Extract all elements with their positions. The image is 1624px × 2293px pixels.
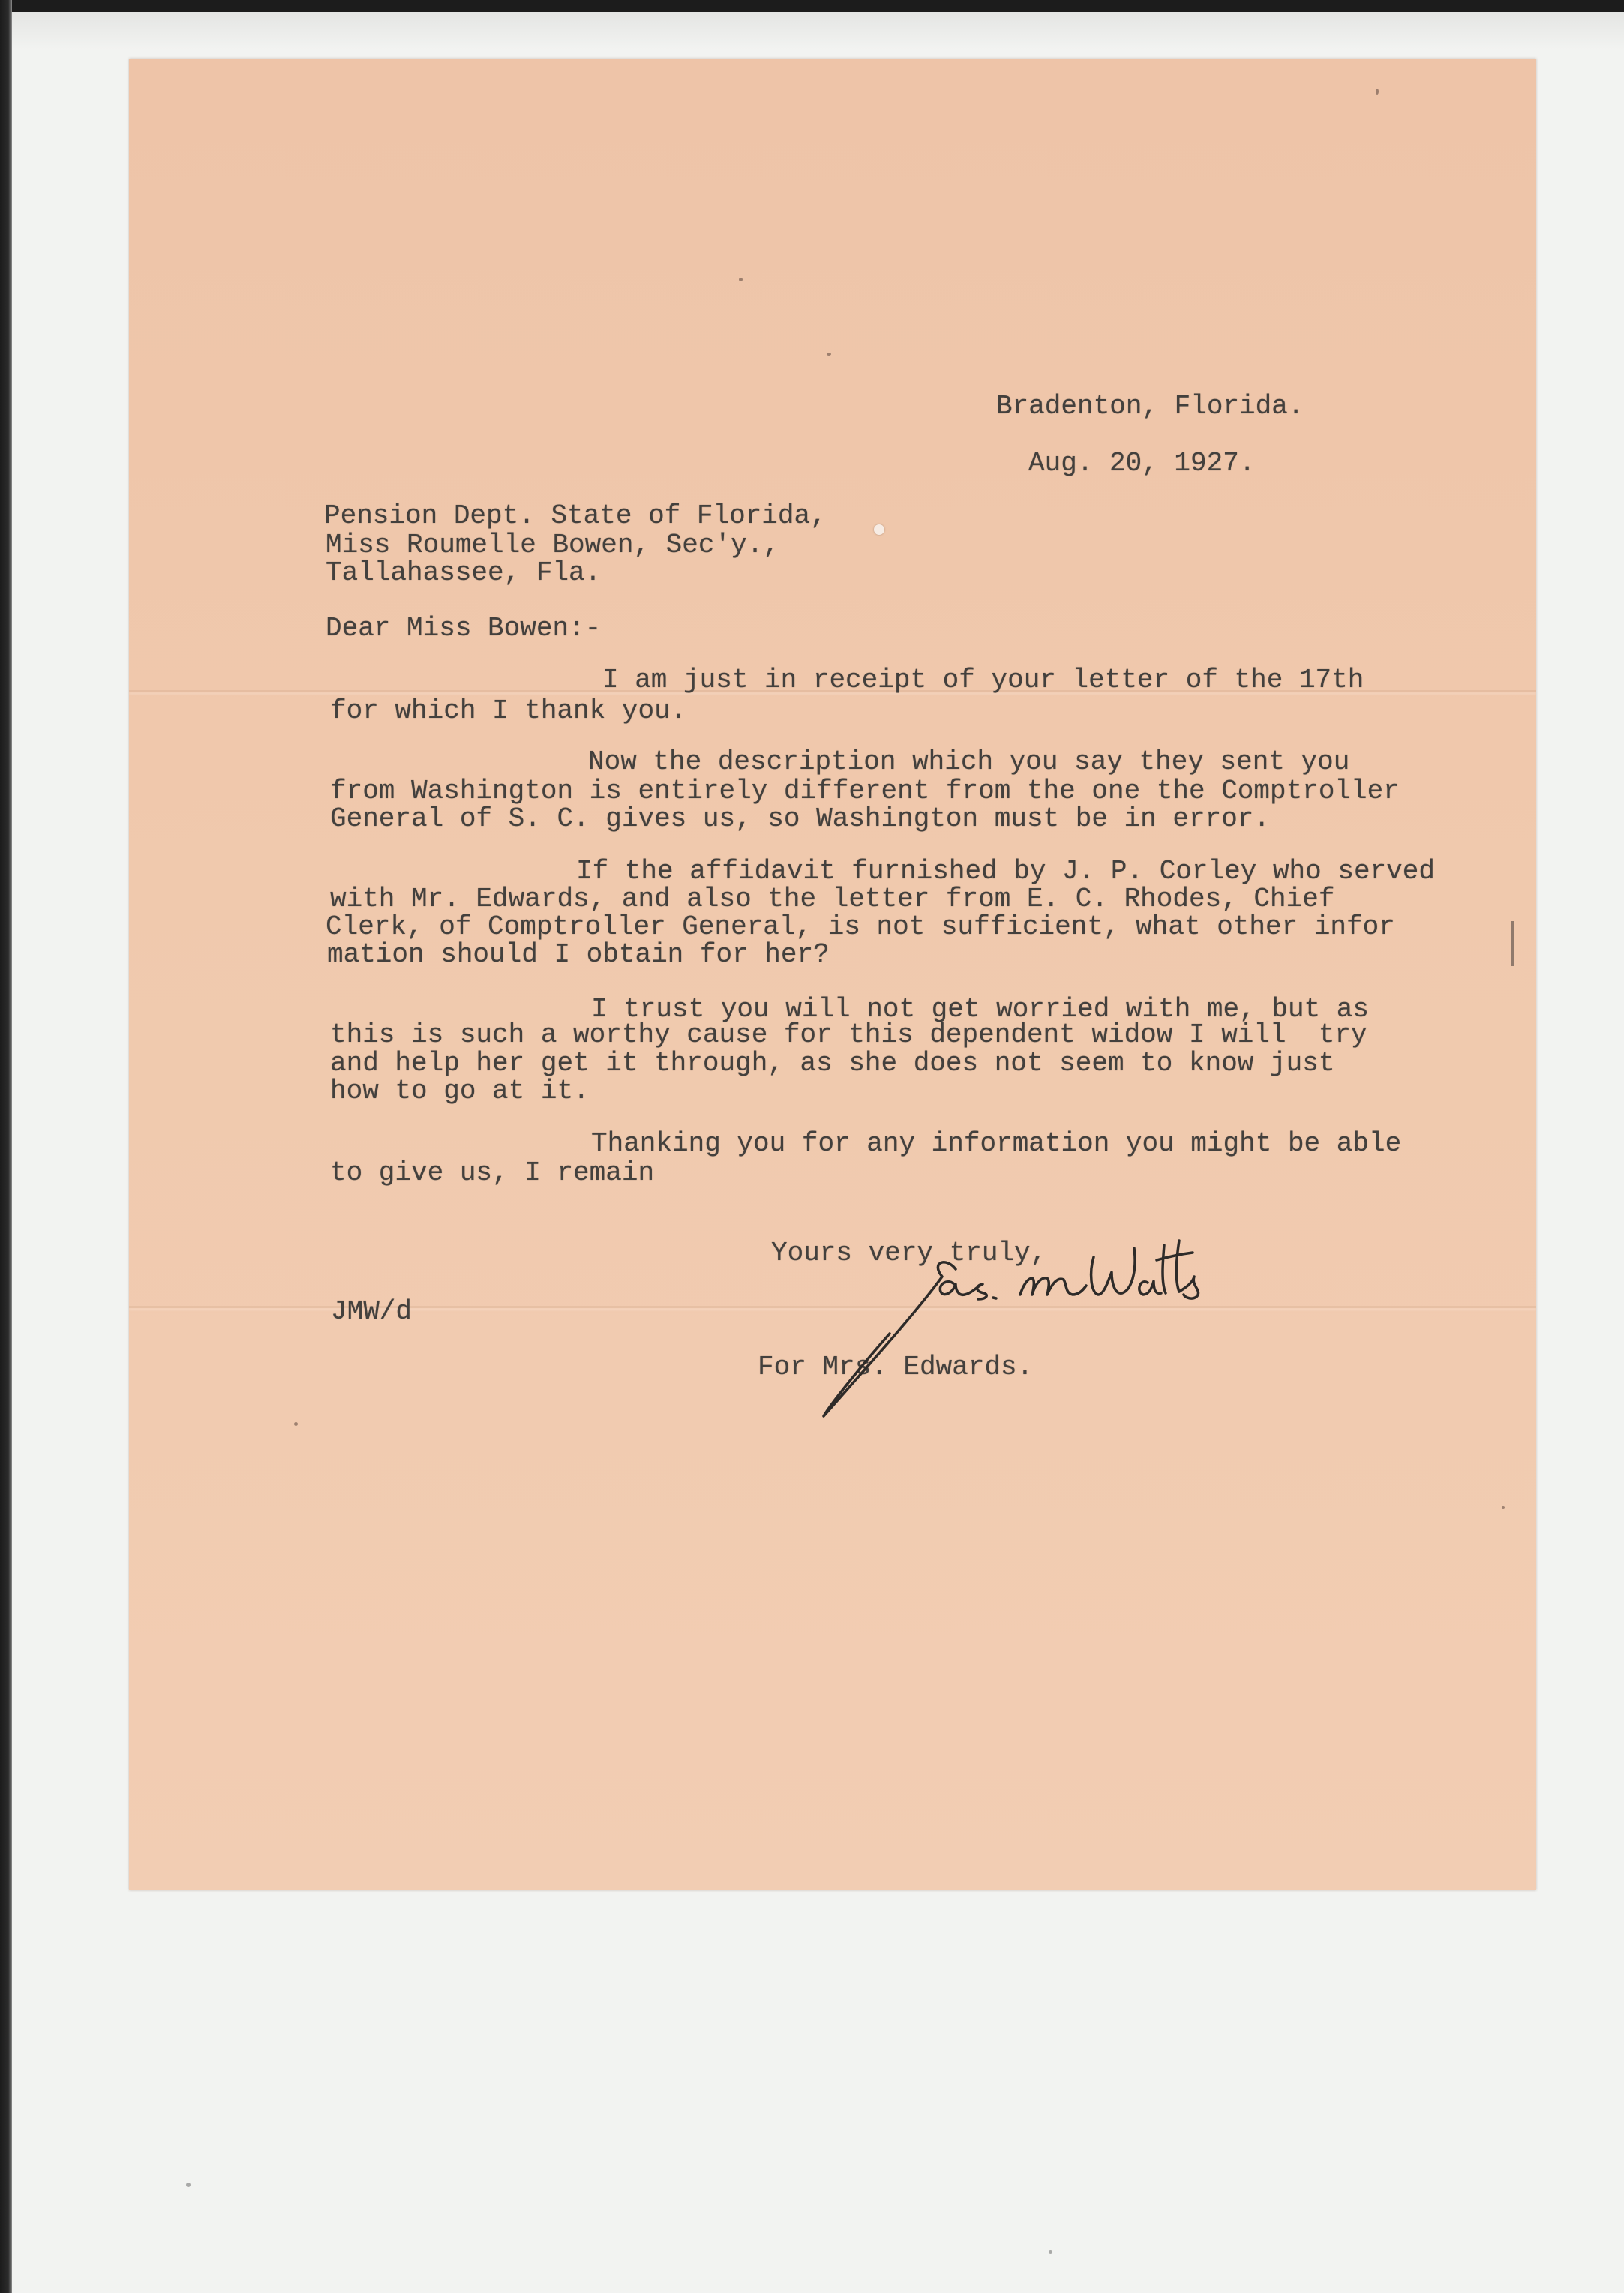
body-line: to give us, I remain (330, 1157, 655, 1188)
body-line: and help her get it through, as she does not seem to know just (330, 1048, 1335, 1079)
body-line: Thanking you for any information you might be able (591, 1128, 1402, 1159)
handwritten-signature (795, 1230, 1215, 1433)
background-speck (186, 2183, 191, 2187)
body-line: how to go at it. (330, 1076, 590, 1106)
body-line: from Washington is entirely different from the one the Comptroller (330, 776, 1400, 806)
paper-speck (1376, 89, 1379, 95)
closing: Yours very truly, (771, 1238, 1047, 1268)
body-line: this is such a worthy cause for this dependent widow I will try (330, 1019, 1367, 1050)
body-line: with Mr. Edwards, and also the letter from E. C. Rhodes, Chief (330, 884, 1335, 914)
body-line: Now the description which you say they sent you (588, 746, 1350, 777)
paper-edge-mark (1511, 921, 1514, 966)
recipient-line: Miss Roumelle Bowen, Sec'y., (326, 530, 779, 560)
body-line: Clerk, of Comptroller General, is not sufficient, what other infor (326, 911, 1395, 942)
scanner-top-shade (0, 12, 1624, 50)
body-line: I am just in receipt of your letter of the 17th (602, 665, 1364, 695)
salutation: Dear Miss Bowen:- (326, 613, 602, 644)
typist-initials: JMW/d (331, 1296, 413, 1327)
body-line: If the affidavit furnished by J. P. Corley who served (576, 856, 1435, 887)
body-line: mation should I obtain for her? (327, 939, 830, 970)
signed-for: For Mrs. Edwards. (758, 1352, 1034, 1382)
body-line: General of S. C. gives us, so Washington must be in error. (330, 803, 1271, 834)
paper-speck (294, 1422, 298, 1426)
background-speck (1049, 2250, 1052, 2254)
paper-hole (874, 524, 884, 535)
body-line: for which I thank you. (330, 695, 687, 726)
paper-speck (1502, 1506, 1505, 1509)
recipient-line: Pension Dept. State of Florida, (324, 500, 827, 531)
scanner-left-edge (0, 0, 12, 2293)
paper-speck (827, 353, 831, 356)
scanner-top-edge (0, 0, 1624, 12)
recipient-line: Tallahassee, Fla. (326, 557, 602, 588)
paper-speck (739, 278, 743, 281)
letter-paper (129, 59, 1536, 1890)
body-line: I trust you will not get worried with me, but as (591, 994, 1369, 1025)
letter-date: Aug. 20, 1927. (1028, 448, 1256, 479)
sender-place: Bradenton, Florida. (996, 391, 1304, 422)
